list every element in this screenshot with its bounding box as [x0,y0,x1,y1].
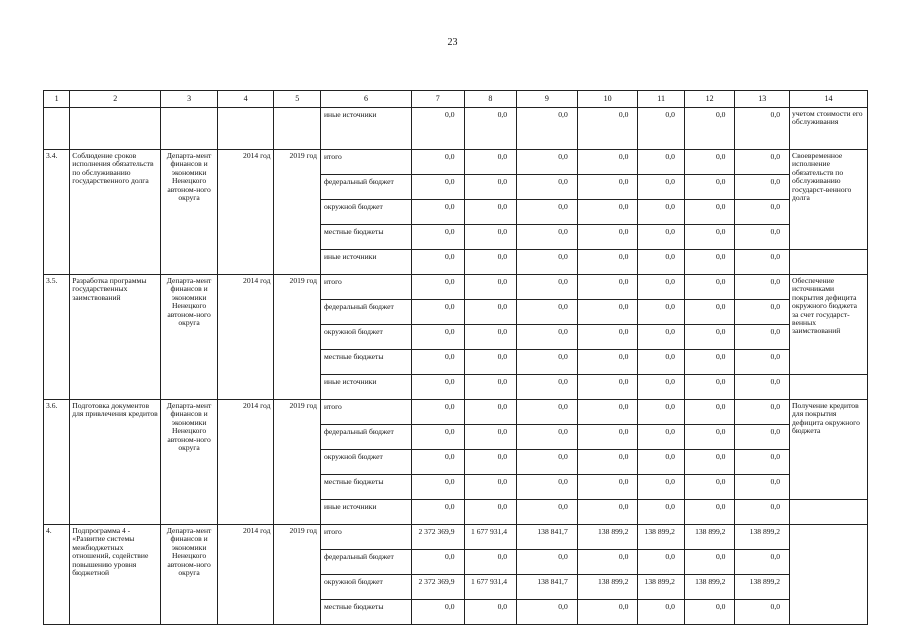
value-cell: 0,0 [464,175,517,200]
value-cell: 0,0 [684,400,735,425]
header-row [44,91,868,108]
value-cell: 0,0 [517,275,578,300]
value-cell: 0,0 [411,175,464,200]
value-cell: 0,0 [517,600,578,625]
value-cell: 0,0 [684,108,735,150]
value-cell: 0,0 [684,225,735,250]
header-cell: 13 [735,91,790,108]
value-cell: 0,0 [577,600,638,625]
result-cell-empty [790,250,868,275]
value-cell: 0,0 [638,400,685,425]
value-cell: 0,0 [735,550,790,575]
value-cell: 1 677 931,4 [464,575,517,600]
page-number: 23 [447,37,458,48]
value-cell: 0,0 [735,475,790,500]
value-cell: 0,0 [684,150,735,175]
value-cell: 0,0 [411,450,464,475]
value-cell: 0,0 [735,500,790,525]
value-cell: 0,0 [638,200,685,225]
value-cell: 0,0 [638,375,685,400]
value-cell: 0,0 [684,375,735,400]
source-cell: окружной бюджет [320,200,411,225]
value-cell: 0,0 [464,250,517,275]
value-cell: 0,0 [684,600,735,625]
value-cell: 0,0 [464,300,517,325]
value-cell: 0,0 [577,400,638,425]
value-cell: 0,0 [638,550,685,575]
end-year: 2019 год [274,400,321,525]
responsible-department: Департа-мент финансов и экономики Ненецкого автоном-ного округа [161,400,218,525]
continuation-row [44,108,868,150]
value-cell: 138 899,2 [684,575,735,600]
responsible-department: Департа-мент финансов и экономики Ненецкого автоном-ного округа [161,275,218,400]
value-cell: 0,0 [411,150,464,175]
value-cell: 0,0 [464,200,517,225]
value-cell: 0,0 [684,250,735,275]
value-cell: 0,0 [517,550,578,575]
value-cell: 0,0 [577,275,638,300]
value-cell: 0,0 [684,300,735,325]
item-number: 3.4. [44,150,70,275]
result-cell: Своевременное исполнение обязательств по обслуживанию государст-венного долга [790,150,868,250]
source-cell: иные источники [320,375,411,400]
source-cell: иные источники [320,250,411,275]
value-cell: 0,0 [577,425,638,450]
value-cell: 0,0 [464,400,517,425]
value-cell: 0,0 [411,500,464,525]
value-cell: 2 372 369,9 [411,575,464,600]
source-cell: федеральный бюджет [320,425,411,450]
value-cell: 0,0 [638,425,685,450]
value-cell: 0,0 [577,325,638,350]
value-cell: 0,0 [735,375,790,400]
value-cell: 0,0 [684,200,735,225]
value-cell: 0,0 [735,250,790,275]
value-cell: 0,0 [464,108,517,150]
result-cell: Обеспечение источниками покрытия дефицита окружного бюджета за счет государст-венных заимствований [790,275,868,375]
value-cell: 0,0 [735,225,790,250]
value-cell: 0,0 [735,275,790,300]
value-cell: 2 372 369,9 [411,525,464,550]
source-cell: итого [320,525,411,550]
value-cell: 0,0 [517,350,578,375]
header-cell: 2 [70,91,161,108]
value-cell: 0,0 [411,108,464,150]
value-cell: 0,0 [517,400,578,425]
item-number: 4. [44,525,70,625]
value-cell: 0,0 [735,425,790,450]
start-year: 2014 год [217,525,274,625]
value-cell: 0,0 [464,475,517,500]
value-cell: 0,0 [517,150,578,175]
header-cell: 10 [577,91,638,108]
table-body [44,91,868,625]
value-cell: 0,0 [735,325,790,350]
budget-table [43,90,868,625]
source-cell: федеральный бюджет [320,175,411,200]
value-cell: 0,0 [684,425,735,450]
value-cell: 0,0 [735,450,790,475]
source-cell: иные источники [320,500,411,525]
value-cell: 138 899,2 [638,575,685,600]
value-cell: 138 899,2 [684,525,735,550]
end-year: 2019 год [274,275,321,400]
value-cell: 0,0 [517,325,578,350]
value-cell: 0,0 [517,175,578,200]
table-row [44,275,868,300]
value-cell: 0,0 [464,550,517,575]
result-cell: Получение кредитов для покрытия дефицита окружного бюджета [790,400,868,500]
value-cell: 0,0 [638,475,685,500]
value-cell: 0,0 [638,150,685,175]
source-cell: итого [320,275,411,300]
header-cell: 12 [684,91,735,108]
value-cell: 0,0 [411,250,464,275]
value-cell: 0,0 [411,200,464,225]
value-cell: 0,0 [638,175,685,200]
value-cell: 0,0 [577,500,638,525]
start-year: 2014 год [217,400,274,525]
result-cell-empty [790,500,868,525]
value-cell: 0,0 [411,600,464,625]
value-cell: 0,0 [464,375,517,400]
value-cell: 0,0 [638,450,685,475]
value-cell: 1 677 931,4 [464,525,517,550]
item-name: Подготовка документов для привлечения кредитов [70,400,161,525]
value-cell: 0,0 [638,300,685,325]
source-cell: итого [320,400,411,425]
start-year: 2014 год [217,150,274,275]
value-cell: 0,0 [684,325,735,350]
value-cell: 0,0 [684,175,735,200]
item-number: 3.5. [44,275,70,400]
source-cell: местные бюджеты [320,350,411,375]
value-cell: 0,0 [411,475,464,500]
item-number: 3.6. [44,400,70,525]
value-cell: 0,0 [577,450,638,475]
header-cell: 5 [274,91,321,108]
value-cell: 0,0 [464,425,517,450]
value-cell: 0,0 [735,108,790,150]
value-cell: 138 899,2 [735,525,790,550]
value-cell: 138 899,2 [735,575,790,600]
value-cell: 0,0 [684,275,735,300]
source-cell: местные бюджеты [320,225,411,250]
header-cell: 8 [464,91,517,108]
value-cell: 0,0 [411,550,464,575]
value-cell: 0,0 [577,225,638,250]
value-cell: 0,0 [735,400,790,425]
header-cell: 9 [517,91,578,108]
value-cell: 0,0 [735,150,790,175]
value-cell: 0,0 [411,325,464,350]
value-cell: 0,0 [577,375,638,400]
value-cell: 0,0 [517,300,578,325]
source-cell: окружной бюджет [320,325,411,350]
result-cell [790,525,868,625]
header-cell: 7 [411,91,464,108]
value-cell: 0,0 [638,350,685,375]
value-cell: 0,0 [577,175,638,200]
value-cell: 0,0 [638,108,685,150]
responsible-department: Департа-мент финансов и экономики Ненецкого автоном-ного округа [161,150,218,275]
value-cell: 0,0 [517,200,578,225]
value-cell: 0,0 [577,150,638,175]
value-cell: 0,0 [735,200,790,225]
value-cell: 0,0 [517,250,578,275]
table-row [44,150,868,175]
value-cell: 0,0 [735,175,790,200]
value-cell: 0,0 [577,250,638,275]
end-year: 2019 год [274,525,321,625]
value-cell: 0,0 [577,300,638,325]
value-cell: 0,0 [464,500,517,525]
value-cell: 0,0 [638,325,685,350]
value-cell: 0,0 [684,450,735,475]
header-cell: 11 [638,91,685,108]
value-cell: 0,0 [577,200,638,225]
value-cell: 0,0 [735,300,790,325]
source-cell: федеральный бюджет [320,300,411,325]
value-cell: 138 899,2 [638,525,685,550]
source-cell: федеральный бюджет [320,550,411,575]
value-cell: 0,0 [517,475,578,500]
value-cell: 0,0 [638,225,685,250]
value-cell: 0,0 [411,300,464,325]
value-cell: 0,0 [684,550,735,575]
value-cell: 0,0 [464,275,517,300]
value-cell: 0,0 [517,375,578,400]
value-cell: 0,0 [517,225,578,250]
value-cell: 138 841,7 [517,525,578,550]
value-cell: 0,0 [735,350,790,375]
value-cell: 0,0 [464,600,517,625]
value-cell: 0,0 [735,600,790,625]
item-name: Подпрограмма 4 - «Развитие системы межбюджетных отношений, содействие повышению уровня бюджетной [70,525,161,625]
value-cell: 0,0 [411,425,464,450]
item-name: Разработка программы государственных заимствований [70,275,161,400]
value-cell: 0,0 [517,108,578,150]
value-cell: 138 899,2 [577,575,638,600]
header-cell: 4 [217,91,274,108]
value-cell: 0,0 [411,225,464,250]
source-cell: окружной бюджет [320,575,411,600]
value-cell: 0,0 [684,350,735,375]
value-cell: 0,0 [577,550,638,575]
end-year: 2019 год [274,150,321,275]
header-cell: 6 [320,91,411,108]
value-cell: 0,0 [464,350,517,375]
value-cell: 0,0 [638,250,685,275]
header-cell: 1 [44,91,70,108]
source-cell: окружной бюджет [320,450,411,475]
value-cell: 0,0 [464,450,517,475]
value-cell: 0,0 [464,150,517,175]
value-cell: 0,0 [517,500,578,525]
value-cell: 0,0 [577,108,638,150]
header-cell: 3 [161,91,218,108]
value-cell: 0,0 [684,500,735,525]
value-cell: 0,0 [638,600,685,625]
value-cell: 138 841,7 [517,575,578,600]
value-cell: 0,0 [577,475,638,500]
header-cell: 14 [790,91,868,108]
item-name: Соблюдение сроков исполнения обязательств по обслуживанию государственного долга [70,150,161,275]
value-cell: 0,0 [411,375,464,400]
table-row [44,400,868,425]
value-cell: 0,0 [684,475,735,500]
table-row [44,525,868,550]
value-cell: 0,0 [638,500,685,525]
value-cell: 0,0 [411,275,464,300]
value-cell: 0,0 [464,325,517,350]
value-cell: 0,0 [577,350,638,375]
result-cell-empty [790,375,868,400]
start-year: 2014 год [217,275,274,400]
responsible-department: Департа-мент финансов и экономики Ненецкого автоном-ного округа [161,525,218,625]
value-cell: 0,0 [517,450,578,475]
value-cell: 0,0 [411,350,464,375]
value-cell: 0,0 [464,225,517,250]
value-cell: 0,0 [411,400,464,425]
result-cell: учетом стоимости его обслуживания [790,108,868,150]
value-cell: 0,0 [638,275,685,300]
source-cell: местные бюджеты [320,600,411,625]
source-cell: итого [320,150,411,175]
source-cell: иные источники [320,108,411,150]
source-cell: местные бюджеты [320,475,411,500]
value-cell: 138 899,2 [577,525,638,550]
value-cell: 0,0 [517,425,578,450]
